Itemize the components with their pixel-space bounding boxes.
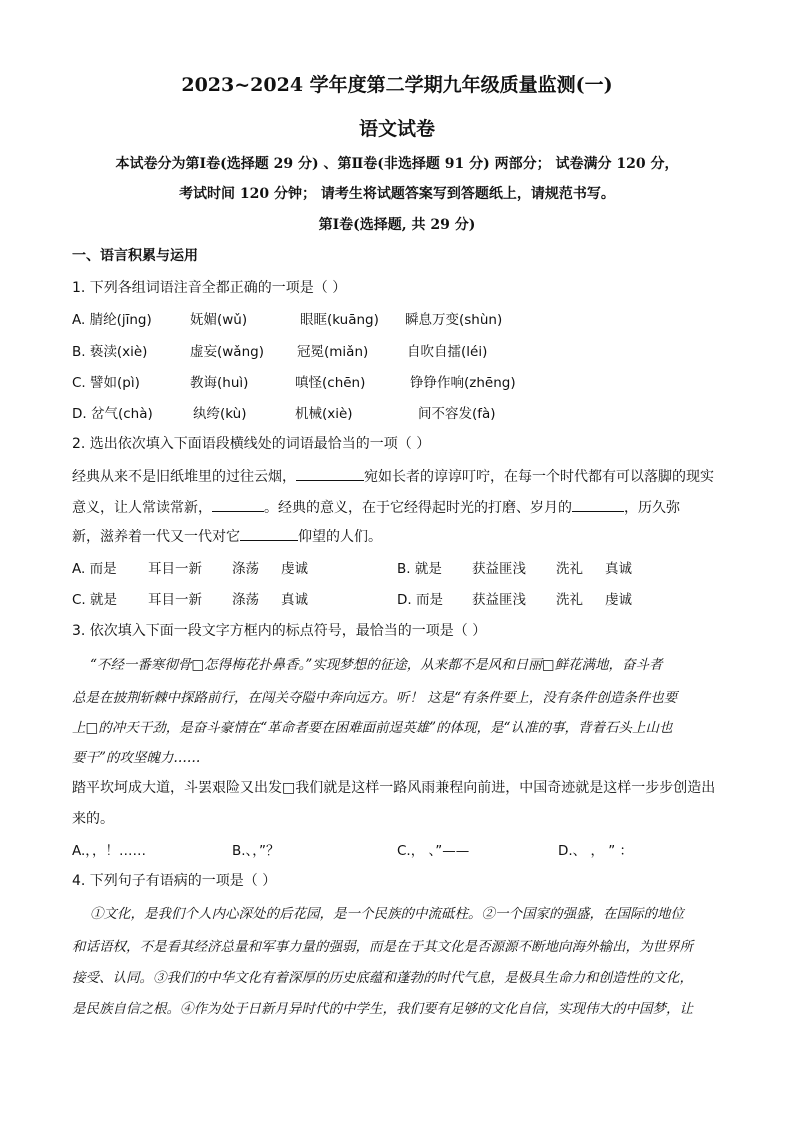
q2-text: ，历久弥 [624, 500, 680, 516]
q1-c-3: 嗔怪(chēn) [295, 375, 366, 391]
q4-passage-line-2: 和话语权，不是看其经济总量和军事力量的强弱，而是在于其文化是否源源不断地向海外输出，为世界所 [72, 939, 693, 955]
q2-c-4: 真诚 [281, 592, 308, 608]
intro-line-1: 本试卷分为第Ⅰ卷(选择题 29 分) 、第Ⅱ卷(非选择题 91 分) 两部分； 试卷满分 120 分， [115, 156, 679, 172]
q1-d-1: D. 岔气(chà) [72, 406, 153, 422]
q3-passage-line-6: 来的。 [72, 811, 114, 827]
q3-option-c: C.， 、”—— [397, 843, 470, 859]
q2-c-1: C. 就是 [72, 592, 118, 608]
q2-text: 宛如长者的谆谆叮咛，在每一个时代都有可以落脚的现实 [364, 469, 714, 485]
q2-passage-line-1 [72, 466, 714, 486]
q1-d-2: 纨绔(kù) [193, 406, 247, 422]
q2-text: 意义，让人常读常新， [72, 500, 212, 516]
q4-passage-line-4: 是民族自信之根。④作为处于日新月异时代的中学生，我们要有足够的文化自信，实现伟大的中国梦，让 [72, 1001, 693, 1017]
q1-b-3: 冠冕(miǎn) [297, 344, 369, 360]
q2-b-2: 获益匪浅 [472, 561, 526, 577]
q2-text: 新，滋养着一代又一代对它 [72, 529, 240, 545]
q3-passage-line-2: 总是在披荆斩棘中探路前行，在闯关夺隘中奔向远方。听！ 这是“有条件要上，没有条件创造条件也要 [72, 690, 678, 706]
q1-a-4: 瞬息万变(shùn) [405, 312, 503, 328]
q1-b-4: 自吹自擂(léi) [407, 344, 488, 360]
q2-passage-line-3 [72, 526, 382, 546]
q2-a-2: 耳目一新 [148, 561, 202, 577]
q1-b-1: B. 亵渎(xiè) [72, 344, 148, 360]
exam-subtitle: 语文试卷 [358, 118, 435, 140]
q2-b-4: 真诚 [605, 561, 632, 577]
q1-a-2: 妩媚(wǔ) [190, 312, 248, 328]
q3-option-b: B.、，”？ [232, 843, 280, 859]
q2-blank-1 [296, 466, 364, 481]
q1-c-2: 教诲(huì) [190, 375, 249, 391]
exam-title: 2023~2024 学年度第二学期九年级质量监测(一) [181, 74, 613, 96]
q2-blank-4 [240, 526, 298, 541]
q2-b-3: 洗礼 [556, 561, 583, 577]
question-2-stem: 2. 选出依次填入下面语段横线处的词语最恰当的一项（ ） [72, 436, 431, 452]
q1-d-4: 间不容发(fà) [418, 406, 496, 422]
q2-d-4: 虔诚 [605, 592, 632, 608]
question-4-stem: 4. 下列句子有语病的一项是（ ） [72, 873, 277, 889]
section-title: 一、语言积累与运用 [72, 248, 198, 264]
q4-passage-line-1: ①文化，是我们个人内心深处的后花园，是一个民族的中流砥柱。②一个国家的强盛，在国际的地位 [90, 906, 684, 922]
q2-d-2: 获益匪浅 [472, 592, 526, 608]
intro-line-2: 考试时间 120 分钟； 请考生将试题答案写到答题纸上，请规范书写。 [179, 186, 615, 202]
q2-a-3: 涤荡 [232, 561, 259, 577]
q2-c-3: 涤荡 [232, 592, 259, 608]
q2-a-1: A. 而是 [72, 561, 117, 577]
question-1-stem: 1. 下列各组词语注音全都正确的一项是（ ） [72, 280, 347, 296]
q3-option-a: A.，，！…… [72, 843, 147, 859]
q2-passage-line-2 [72, 497, 680, 517]
q1-b-2: 虚妄(wǎng) [190, 344, 264, 360]
q3-passage-line-1: “不经一番寒彻骨□怎得梅花扑鼻香。”实现梦想的征途，从来都不是风和日丽□鲜花满地，奋斗者 [90, 657, 663, 673]
q3-passage-line-5: 踏平坎坷成大道，斗罢艰险又出发□我们就是这样一路风雨兼程向前进，中国奇迹就是这样一步步创造出 [72, 780, 716, 796]
q3-option-d: D.、 ， ” ： [558, 843, 634, 859]
q1-a-3: 眼眶(kuāng) [300, 312, 379, 328]
q1-d-3: 机械(xiè) [295, 406, 353, 422]
q3-passage-line-4: 要干”的攻坚魄力…… [72, 750, 201, 766]
q2-text: 仰望的人们。 [298, 529, 382, 545]
q2-text: 经典从来不是旧纸堆里的过往云烟， [72, 469, 296, 485]
q2-text: 。经典的意义，在于它经得起时光的打磨、岁月的 [264, 500, 572, 516]
q2-c-2: 耳目一新 [148, 592, 202, 608]
q2-d-1: D. 而是 [397, 592, 443, 608]
q2-d-3: 洗礼 [556, 592, 583, 608]
q1-c-4: 铮铮作响(zhēng) [410, 375, 516, 391]
q2-a-4: 虔诚 [281, 561, 308, 577]
part-title: 第Ⅰ卷(选择题, 共 29 分) [318, 217, 476, 233]
q2-blank-3 [572, 497, 624, 512]
q2-b-1: B. 就是 [397, 561, 442, 577]
q4-passage-line-3: 接受、认同。③我们的中华文化有着深厚的历史底蕴和蓬勃的时代气息，是极具生命力和创造性的文化， [72, 970, 693, 986]
question-3-stem: 3. 依次填入下面一段文字方框内的标点符号，最恰当的一项是（ ） [72, 623, 487, 639]
q2-blank-2 [212, 497, 264, 512]
q3-passage-line-3: 上□的冲天干劲，是奋斗豪情在“革命者要在困难面前逞英雄”的体现，是“认准的事，背着石头上山也 [72, 720, 673, 736]
q1-a-1: A. 腈纶(jīng) [72, 312, 152, 328]
q1-c-1: C. 譬如(pì) [72, 375, 140, 391]
